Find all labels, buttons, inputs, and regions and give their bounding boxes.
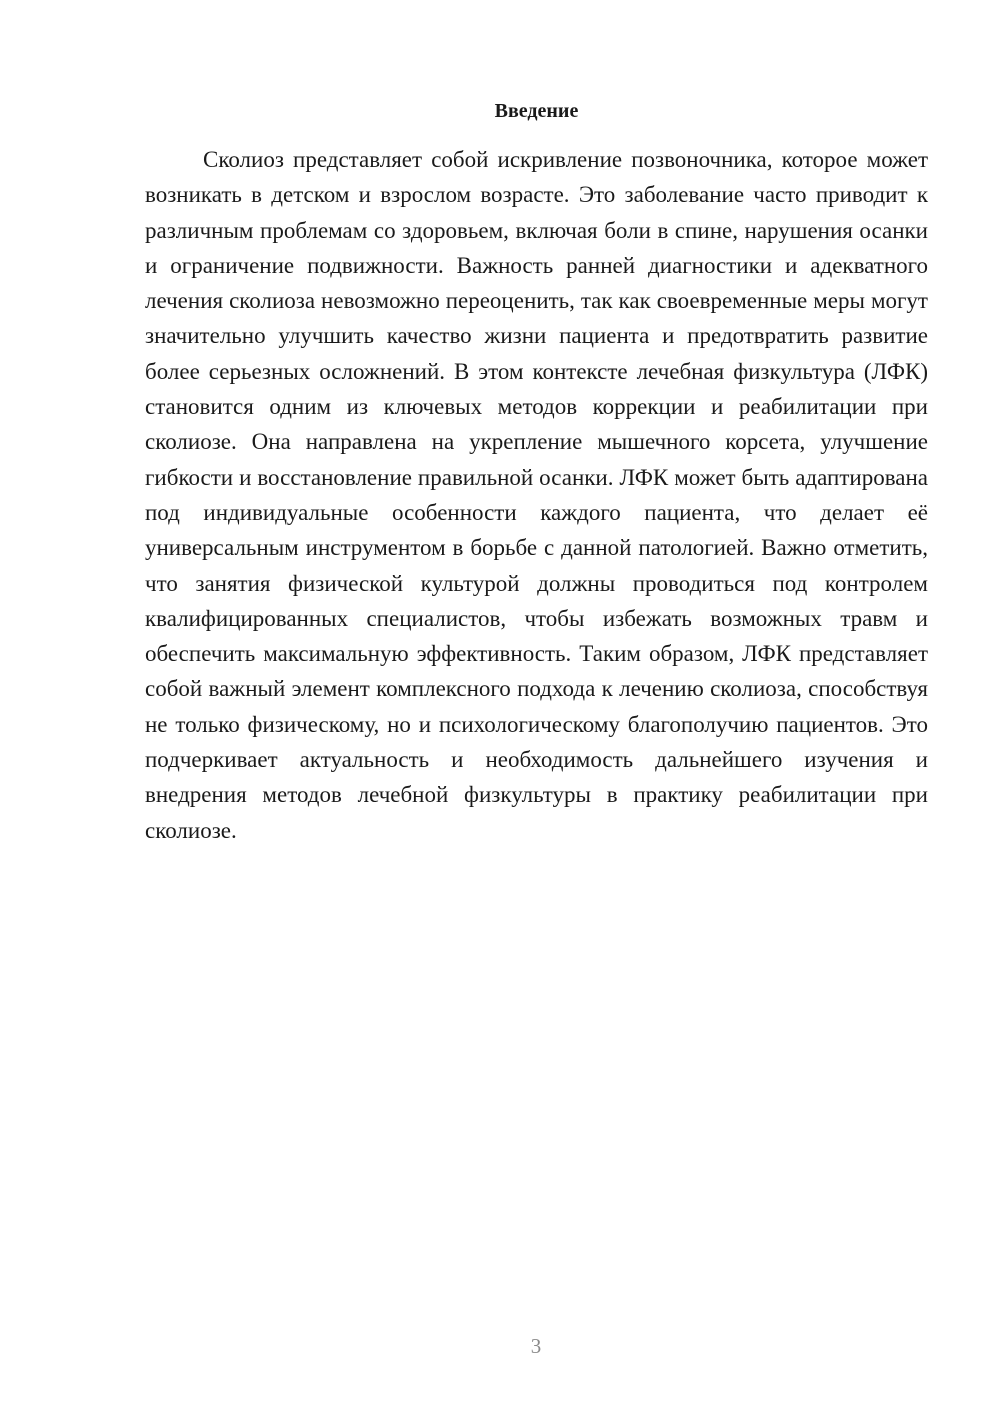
section-heading: Введение bbox=[494, 100, 579, 122]
body-paragraph: Сколиоз представляет собой искривление позвоночника, которое может возникать в детском и взрослом возрасте. Это заболевание часто приводит к различным проблемам со здоровьем, включая боли в спине, нарушения осанки и ограничение подвижности. Важность ранней диагностики и адекватного лечения сколиоза невозможно переоценить, так как своевременные меры могут значительно улучшить качество жизни пациента и предотвратить развитие более серьезных осложнений. В этом контексте лечебная физкультура (ЛФК) становится одним из ключевых методов коррекции и реабилитации при сколиозе. Она направлена на укрепление мышечного корсета, улучшение гибкости и восстановление правильной осанки. ЛФК может быть адаптирована под индивидуальные особенности каждого пациента, что делает её универсальным инструментом в борьбе с данной патологией. Важно отметить, что занятия физической культурой должны проводиться под контролем квалифицированных специалистов, чтобы избежать возможных травм и обеспечить максимальную эффективность. Таким образом, ЛФК представляет собой важный элемент комплексного подхода к лечению сколиоза, способствуя не только физическому, но и психологическому благополучию пациентов. Это подчеркивает актуальность и необходимость дальнейшего изучения и внедрения методов лечебной физкультуры в практику реабилитации при сколиозе. bbox=[145, 147, 928, 843]
page-number: 3 bbox=[530, 1334, 542, 1358]
